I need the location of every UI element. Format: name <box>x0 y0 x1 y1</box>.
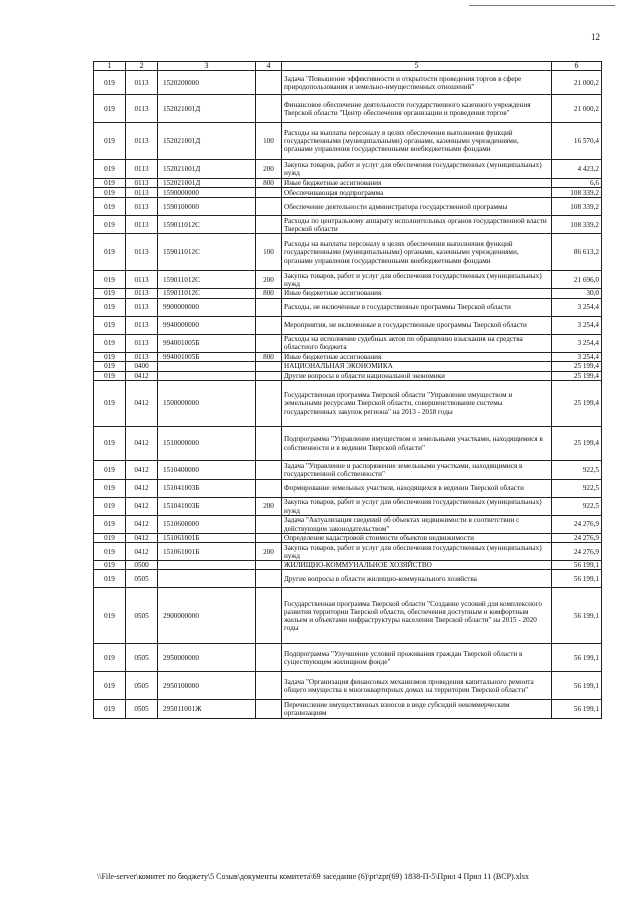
expense-type-code-cell: 200 <box>256 160 282 179</box>
table-row <box>94 289 602 298</box>
target-article-code-cell: 151041003Б <box>158 498 256 516</box>
amount-cell: 922,5 <box>552 498 602 516</box>
admin-code-cell: 019 <box>94 461 126 480</box>
admin-code-cell: 019 <box>94 672 126 700</box>
description-cell: Задача "Управление и распоряжение земельными участками, находящимися в государственной собственности" <box>282 461 552 480</box>
admin-code-cell: 019 <box>94 334 126 352</box>
amount-cell: 922,5 <box>552 461 602 480</box>
table-row <box>94 352 602 361</box>
table-row <box>94 461 602 480</box>
table-row <box>94 588 602 644</box>
admin-code-cell: 019 <box>94 352 126 361</box>
section-code-cell: 0412 <box>126 498 158 516</box>
expense-type-code-cell <box>256 361 282 371</box>
target-article-code-cell: 994001005Б <box>158 352 256 361</box>
description-cell: Подпрограмма "Управление имуществом и земельными участками, находящимися в собственности и в ведении Тверской области" <box>282 427 552 461</box>
amount-cell: 108 339,2 <box>552 188 602 198</box>
target-article-code-cell: 1500000000 <box>158 381 256 427</box>
table-row <box>94 298 602 316</box>
target-article-code-cell: 1510600000 <box>158 516 256 534</box>
target-article-code-cell: 152021001Д <box>158 179 256 188</box>
target-article-code-cell: 159011012С <box>158 289 256 298</box>
target-article-code-cell: 151061001Б <box>158 543 256 561</box>
target-article-code-cell <box>158 570 256 588</box>
section-code-cell: 0113 <box>126 123 158 160</box>
header-col-5: 5 <box>282 62 552 71</box>
section-code-cell: 0113 <box>126 298 158 316</box>
amount-cell: 56 199,1 <box>552 700 602 719</box>
description-cell: Расходы по центральному аппарату исполнительных органов государственной власти Тверской области <box>282 216 552 234</box>
description-cell: Задача "Организация финансовых механизмов проведения капитального ремонта общего имущества в многоквартирных домах на территории Тверской области" <box>282 672 552 700</box>
expense-type-code-cell <box>256 672 282 700</box>
expense-type-code-cell <box>256 334 282 352</box>
amount-cell: 6,6 <box>552 179 602 188</box>
budget-table <box>93 61 602 719</box>
admin-code-cell: 019 <box>94 234 126 271</box>
target-article-code-cell: 1510400000 <box>158 461 256 480</box>
target-article-code-cell <box>158 371 256 380</box>
section-code-cell: 0113 <box>126 95 158 123</box>
target-article-code-cell: 994001005Б <box>158 334 256 352</box>
description-cell: Закупка товаров, работ и услуг для обеспечения государственных (муниципальных) нужд <box>282 498 552 516</box>
table-row <box>94 516 602 534</box>
table-row <box>94 381 602 427</box>
header-col-3: 3 <box>158 62 256 71</box>
section-code-cell: 0505 <box>126 588 158 644</box>
description-cell: НАЦИОНАЛЬНАЯ ЭКОНОМИКА <box>282 361 552 371</box>
description-cell: Задача "Актуализация сведений об объектах недвижимости в соответствии с действующим законодательством" <box>282 516 552 534</box>
admin-code-cell: 019 <box>94 216 126 234</box>
expense-type-code-cell <box>256 188 282 198</box>
target-article-code-cell: 159011012С <box>158 271 256 289</box>
expense-type-code-cell <box>256 644 282 672</box>
table-row <box>94 198 602 216</box>
admin-code-cell: 019 <box>94 534 126 543</box>
top-border-line <box>469 5 615 6</box>
target-article-code-cell: 2950000000 <box>158 644 256 672</box>
description-cell: ЖИЛИЩНО-КОММУНАЛЬНОЕ ХОЗЯЙСТВО <box>282 561 552 570</box>
expense-type-code-cell: 800 <box>256 179 282 188</box>
table-row <box>94 644 602 672</box>
table-row <box>94 160 602 179</box>
target-article-code-cell: 1520200000 <box>158 71 256 95</box>
expense-type-code-cell: 200 <box>256 271 282 289</box>
description-cell: Финансовое обеспечение деятельности государственного казенного учреждения Тверской области "Центр обеспечения организации и проведения торгов" <box>282 95 552 123</box>
admin-code-cell: 019 <box>94 160 126 179</box>
target-article-code-cell: 151041003Б <box>158 480 256 498</box>
section-code-cell: 0113 <box>126 188 158 198</box>
section-code-cell: 0113 <box>126 289 158 298</box>
section-code-cell: 0113 <box>126 352 158 361</box>
section-code-cell: 0412 <box>126 427 158 461</box>
target-article-code-cell: 9940000000 <box>158 316 256 334</box>
target-article-code-cell: 152021001Д <box>158 160 256 179</box>
expense-type-code-cell: 100 <box>256 123 282 160</box>
amount-cell: 25 199,4 <box>552 427 602 461</box>
header-col-4: 4 <box>256 62 282 71</box>
description-cell: Обеспечивающая подпрограмма <box>282 188 552 198</box>
admin-code-cell: 019 <box>94 361 126 371</box>
admin-code-cell: 019 <box>94 289 126 298</box>
header-col-6: 6 <box>552 62 602 71</box>
header-col-2: 2 <box>126 62 158 71</box>
amount-cell: 56 199,1 <box>552 570 602 588</box>
amount-cell: 56 199,1 <box>552 672 602 700</box>
section-code-cell: 0412 <box>126 480 158 498</box>
target-article-code-cell: 9900000000 <box>158 298 256 316</box>
admin-code-cell: 019 <box>94 561 126 570</box>
section-code-cell: 0113 <box>126 234 158 271</box>
target-article-code-cell: 159011012С <box>158 216 256 234</box>
expense-type-code-cell <box>256 316 282 334</box>
amount-cell: 86 613,2 <box>552 234 602 271</box>
admin-code-cell: 019 <box>94 700 126 719</box>
description-cell: Расходы на исполнение судебных актов по обращению взыскания на средства областного бюджета <box>282 334 552 352</box>
expense-type-code-cell <box>256 381 282 427</box>
section-code-cell: 0505 <box>126 700 158 719</box>
expense-type-code-cell: 800 <box>256 289 282 298</box>
table-row <box>94 95 602 123</box>
table-row <box>94 480 602 498</box>
target-article-code-cell <box>158 361 256 371</box>
amount-cell: 25 199,4 <box>552 381 602 427</box>
target-article-code-cell: 152021001Д <box>158 123 256 160</box>
amount-cell: 3 254,4 <box>552 352 602 361</box>
description-cell: Расходы, не включенные в государственные программы Тверской области <box>282 298 552 316</box>
admin-code-cell: 019 <box>94 570 126 588</box>
table-row <box>94 71 602 95</box>
admin-code-cell: 019 <box>94 381 126 427</box>
expense-type-code-cell <box>256 71 282 95</box>
description-cell: Иные бюджетные ассигнования <box>282 352 552 361</box>
section-code-cell: 0113 <box>126 160 158 179</box>
admin-code-cell: 019 <box>94 298 126 316</box>
description-cell: Другие вопросы в области жилищно-коммунального хозяйства <box>282 570 552 588</box>
page-number: 12 <box>591 32 600 42</box>
target-article-code-cell: 159011012С <box>158 234 256 271</box>
admin-code-cell: 019 <box>94 71 126 95</box>
section-code-cell: 0113 <box>126 271 158 289</box>
description-cell: Обеспечение деятельности администратора государственной программы <box>282 198 552 216</box>
description-cell: Закупка товаров, работ и услуг для обеспечения государственных (муниципальных) нужд <box>282 160 552 179</box>
section-code-cell: 0505 <box>126 570 158 588</box>
expense-type-code-cell <box>256 371 282 380</box>
section-code-cell: 0400 <box>126 361 158 371</box>
table-row <box>94 234 602 271</box>
table-row <box>94 672 602 700</box>
section-code-cell: 0113 <box>126 179 158 188</box>
admin-code-cell: 019 <box>94 179 126 188</box>
admin-code-cell: 019 <box>94 95 126 123</box>
target-article-code-cell: 2950100000 <box>158 672 256 700</box>
section-code-cell: 0505 <box>126 672 158 700</box>
table-row <box>94 334 602 352</box>
target-article-code-cell: 295011001Ж <box>158 700 256 719</box>
target-article-code-cell: 151061001Б <box>158 534 256 543</box>
table-row <box>94 371 602 380</box>
section-code-cell: 0113 <box>126 216 158 234</box>
target-article-code-cell: 2900000000 <box>158 588 256 644</box>
section-code-cell: 0500 <box>126 561 158 570</box>
section-code-cell: 0412 <box>126 371 158 380</box>
admin-code-cell: 019 <box>94 271 126 289</box>
expense-type-code-cell: 800 <box>256 352 282 361</box>
description-cell: Государственная программа Тверской области "Управление имуществом и земельными ресурсами Тверской области, совершенствование системы государственных закупок региона" на 2013 - 2018 годы <box>282 381 552 427</box>
description-cell: Подпрограмма "Улучшение условий проживания граждан Тверской области в существующем жилищном фонде" <box>282 644 552 672</box>
target-article-code-cell <box>158 561 256 570</box>
admin-code-cell: 019 <box>94 123 126 160</box>
table-row <box>94 561 602 570</box>
amount-cell: 922,5 <box>552 480 602 498</box>
expense-type-code-cell <box>256 427 282 461</box>
amount-cell: 21 696,0 <box>552 271 602 289</box>
amount-cell: 25 199,4 <box>552 361 602 371</box>
description-cell: Иные бюджетные ассигнования <box>282 289 552 298</box>
expense-type-code-cell <box>256 95 282 123</box>
section-code-cell: 0412 <box>126 543 158 561</box>
table-row <box>94 271 602 289</box>
description-cell: Закупка товаров, работ и услуг для обеспечения государственных (муниципальных) нужд <box>282 271 552 289</box>
amount-cell: 56 199,1 <box>552 588 602 644</box>
amount-cell: 25 199,4 <box>552 371 602 380</box>
table-row <box>94 123 602 160</box>
table-row <box>94 216 602 234</box>
table-row <box>94 316 602 334</box>
table-row <box>94 361 602 371</box>
admin-code-cell: 019 <box>94 188 126 198</box>
description-cell: Закупка товаров, работ и услуг для обеспечения государственных (муниципальных) нужд <box>282 543 552 561</box>
description-cell: Другие вопросы в области национальной экономики <box>282 371 552 380</box>
budget-table-body <box>94 62 602 719</box>
admin-code-cell: 019 <box>94 543 126 561</box>
description-cell: Перечисление имущественных взносов в виде субсидий некоммерческим организациям <box>282 700 552 719</box>
expense-type-code-cell <box>256 561 282 570</box>
section-code-cell: 0113 <box>126 71 158 95</box>
expense-type-code-cell <box>256 298 282 316</box>
section-code-cell: 0412 <box>126 461 158 480</box>
target-article-code-cell: 152021001Д <box>158 95 256 123</box>
expense-type-code-cell <box>256 216 282 234</box>
expense-type-code-cell <box>256 700 282 719</box>
file-path-footer: \\File-server\комитет по бюджету\5 Созыв\документы комитета\69 заседание (6)\pr\zpr(69) 1838-П-5\Прил 4 Прил 11 (ВСР).xlsx <box>97 872 530 881</box>
target-article-code-cell: 1590100000 <box>158 198 256 216</box>
expense-type-code-cell <box>256 534 282 543</box>
admin-code-cell: 019 <box>94 427 126 461</box>
amount-cell: 21 000,2 <box>552 95 602 123</box>
section-code-cell: 0412 <box>126 381 158 427</box>
amount-cell: 56 199,1 <box>552 644 602 672</box>
amount-cell: 108 339,2 <box>552 198 602 216</box>
amount-cell: 21 000,2 <box>552 71 602 95</box>
description-cell: Государственная программа Тверской области "Создание условий для комплексного развития территории Тверской области, обеспечения доступным и комфортным жильем и объектами инфраструктуры населения Тверской области" на 2015 - 2020 годы <box>282 588 552 644</box>
expense-type-code-cell <box>256 480 282 498</box>
section-code-cell: 0412 <box>126 534 158 543</box>
target-article-code-cell: 1510000000 <box>158 427 256 461</box>
expense-type-code-cell: 100 <box>256 234 282 271</box>
expense-type-code-cell <box>256 588 282 644</box>
admin-code-cell: 019 <box>94 198 126 216</box>
description-cell: Расходы на выплаты персоналу в целях обеспечения выполнения функций государственными (муниципальными) органами, казенными учреждениями, органами управления государственными внебюджетными фондами <box>282 234 552 271</box>
header-col-1: 1 <box>94 62 126 71</box>
section-code-cell: 0505 <box>126 644 158 672</box>
amount-cell: 56 199,1 <box>552 561 602 570</box>
expense-type-code-cell <box>256 516 282 534</box>
description-cell: Определение кадастровой стоимости объектов недвижимости <box>282 534 552 543</box>
description-cell: Расходы на выплаты персоналу в целях обеспечения выполнения функций государственными (муниципальными) органами, казенными учреждениями, органами управления государственными внебюджетными фондами <box>282 123 552 160</box>
expense-type-code-cell <box>256 461 282 480</box>
table-row <box>94 188 602 198</box>
admin-code-cell: 019 <box>94 516 126 534</box>
admin-code-cell: 019 <box>94 644 126 672</box>
table-row <box>94 534 602 543</box>
amount-cell: 24 276,9 <box>552 516 602 534</box>
expense-type-code-cell: 200 <box>256 498 282 516</box>
amount-cell: 108 339,2 <box>552 216 602 234</box>
admin-code-cell: 019 <box>94 371 126 380</box>
expense-type-code-cell <box>256 198 282 216</box>
amount-cell: 24 276,9 <box>552 543 602 561</box>
description-cell: Иные бюджетные ассигнования <box>282 179 552 188</box>
table-row <box>94 543 602 561</box>
amount-cell: 24 276,9 <box>552 534 602 543</box>
admin-code-cell: 019 <box>94 588 126 644</box>
header-row <box>94 62 602 71</box>
admin-code-cell: 019 <box>94 498 126 516</box>
description-cell: Мероприятия, не включенные в государственные программы Тверской области <box>282 316 552 334</box>
amount-cell: 4 423,2 <box>552 160 602 179</box>
table-row <box>94 700 602 719</box>
target-article-code-cell: 1590000000 <box>158 188 256 198</box>
description-cell: Формирование земельных участков, находящихся в ведении Тверской области <box>282 480 552 498</box>
section-code-cell: 0412 <box>126 516 158 534</box>
table-row <box>94 498 602 516</box>
table-row <box>94 570 602 588</box>
amount-cell: 16 570,4 <box>552 123 602 160</box>
expense-type-code-cell: 200 <box>256 543 282 561</box>
amount-cell: 30,0 <box>552 289 602 298</box>
section-code-cell: 0113 <box>126 334 158 352</box>
admin-code-cell: 019 <box>94 480 126 498</box>
amount-cell: 3 254,4 <box>552 298 602 316</box>
amount-cell: 3 254,4 <box>552 316 602 334</box>
admin-code-cell: 019 <box>94 316 126 334</box>
expense-type-code-cell <box>256 570 282 588</box>
table-row <box>94 427 602 461</box>
section-code-cell: 0113 <box>126 316 158 334</box>
section-code-cell: 0113 <box>126 198 158 216</box>
table-row <box>94 179 602 188</box>
description-cell: Задача "Повышение эффективности и открытости проведения торгов в сфере природопользования и земельно-имущественных отношений" <box>282 71 552 95</box>
amount-cell: 3 254,4 <box>552 334 602 352</box>
